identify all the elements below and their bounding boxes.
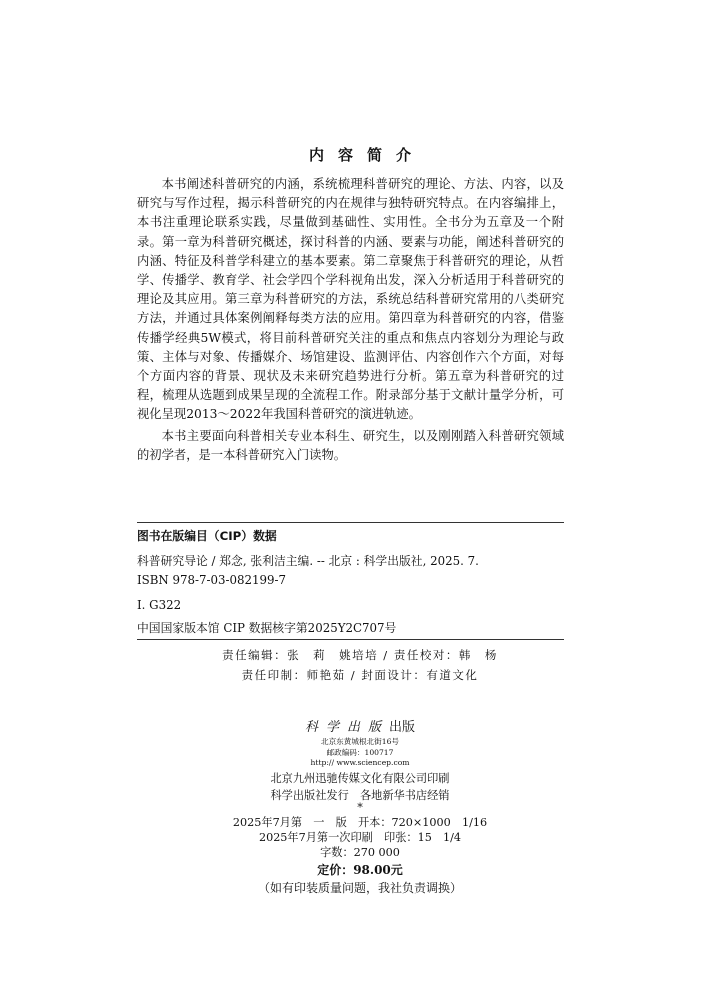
distribution-line: 科学出版社发行 各地新华书店经销 — [270, 789, 450, 802]
publisher-suffix: 出版 — [389, 720, 416, 735]
summary-paragraph-1: 本书阐述科普研究的内涵，系统梳理科普研究的理论、方法、内容，以及研究与写作过程，揭示科普研究的内在规律与独特研究特点。在内容编排上，本书注重理论联系实践，尽量做到基础性、实用性。全书分为五章及一个附录。第一章为科普研究概述，探讨科普的内涵、要素与功能，阐述科普研究的内涵、特征及科普学科建立的基本要素。第二章聚焦于科普研究的理论，从哲学、传播学、教育学、社会学四个学科视角出发，深入分析适用于科普研究的理论及其应用。第三章为科普研究的方法，系统总结科普研究常用的八类研究方法，并通过具体案例阐释每类方法的应用。第四章为科普研究的内容，借鉴传播学经典5W模式，将目前科普研究关注的重点和焦点内容划分为理论与政策、主体与对象、传播媒介、场馆建设、监测评估、内容创作六个方面，对每个方面内容的背景、现状及未来研究趋势进行分析。第五章为科普研究的过程，梳理从选题到成果呈现的全流程工作。附录部分基于文献计量学分析，可视化呈现2013～2022年我国科普研究的演进轨迹。 — [137, 177, 564, 422]
summary-title: 内容简介 — [308, 146, 425, 164]
edition-line: 2025年7月第 一 版 开本：720×1000 1/16 — [232, 816, 488, 829]
cip-line-title: 科普研究导论 / 郑念, 张利洁主编. -- 北京 : 科学出版社, 2025. 7. — [137, 554, 479, 568]
credits-production: 责任印制：师艳茹 / 封面设计：有道文化 — [241, 668, 479, 682]
summary-paragraph-2: 本书主要面向科普相关专业本科生、研究生，以及刚刚踏入科普研究领域的初学者，是一本科普研究入门读物。 — [137, 428, 564, 462]
printer-line: 北京九州迅驰传媒文化有限公司印刷 — [270, 772, 450, 785]
price-line: 定价：98.00元 — [317, 863, 403, 877]
quality-note: （如有印装质量问题，我社负责调换） — [257, 881, 462, 895]
divider-top — [137, 522, 564, 523]
wordcount-line: 字数：270 000 — [320, 846, 400, 859]
publisher-website: http:// www.sciencep.com — [310, 758, 410, 767]
summary-text — [137, 175, 564, 465]
printing-line: 2025年7月第一次印刷 印张：15 1/4 — [258, 831, 462, 844]
publisher-address: 北京东黄城根北街16号 — [320, 737, 399, 746]
cip-line-record: 中国国家版本馆 CIP 数据核字第2025Y2C707号 — [137, 621, 397, 635]
publisher-line — [0, 716, 720, 735]
publisher-logo-text: 科学出版 — [304, 720, 389, 735]
divider-bottom — [137, 639, 564, 640]
cip-line-class: Ⅰ. G322 — [137, 598, 182, 612]
separator-star: * — [357, 801, 363, 814]
cip-heading: 图书在版编目（CIP）数据 — [137, 529, 277, 543]
credits-editors: 责任编辑：张 莉 姚培培 / 责任校对：韩 杨 — [222, 648, 498, 662]
publisher-postcode: 邮政编码：100717 — [326, 748, 394, 757]
cip-line-isbn: ISBN 978-7-03-082199-7 — [137, 573, 286, 587]
